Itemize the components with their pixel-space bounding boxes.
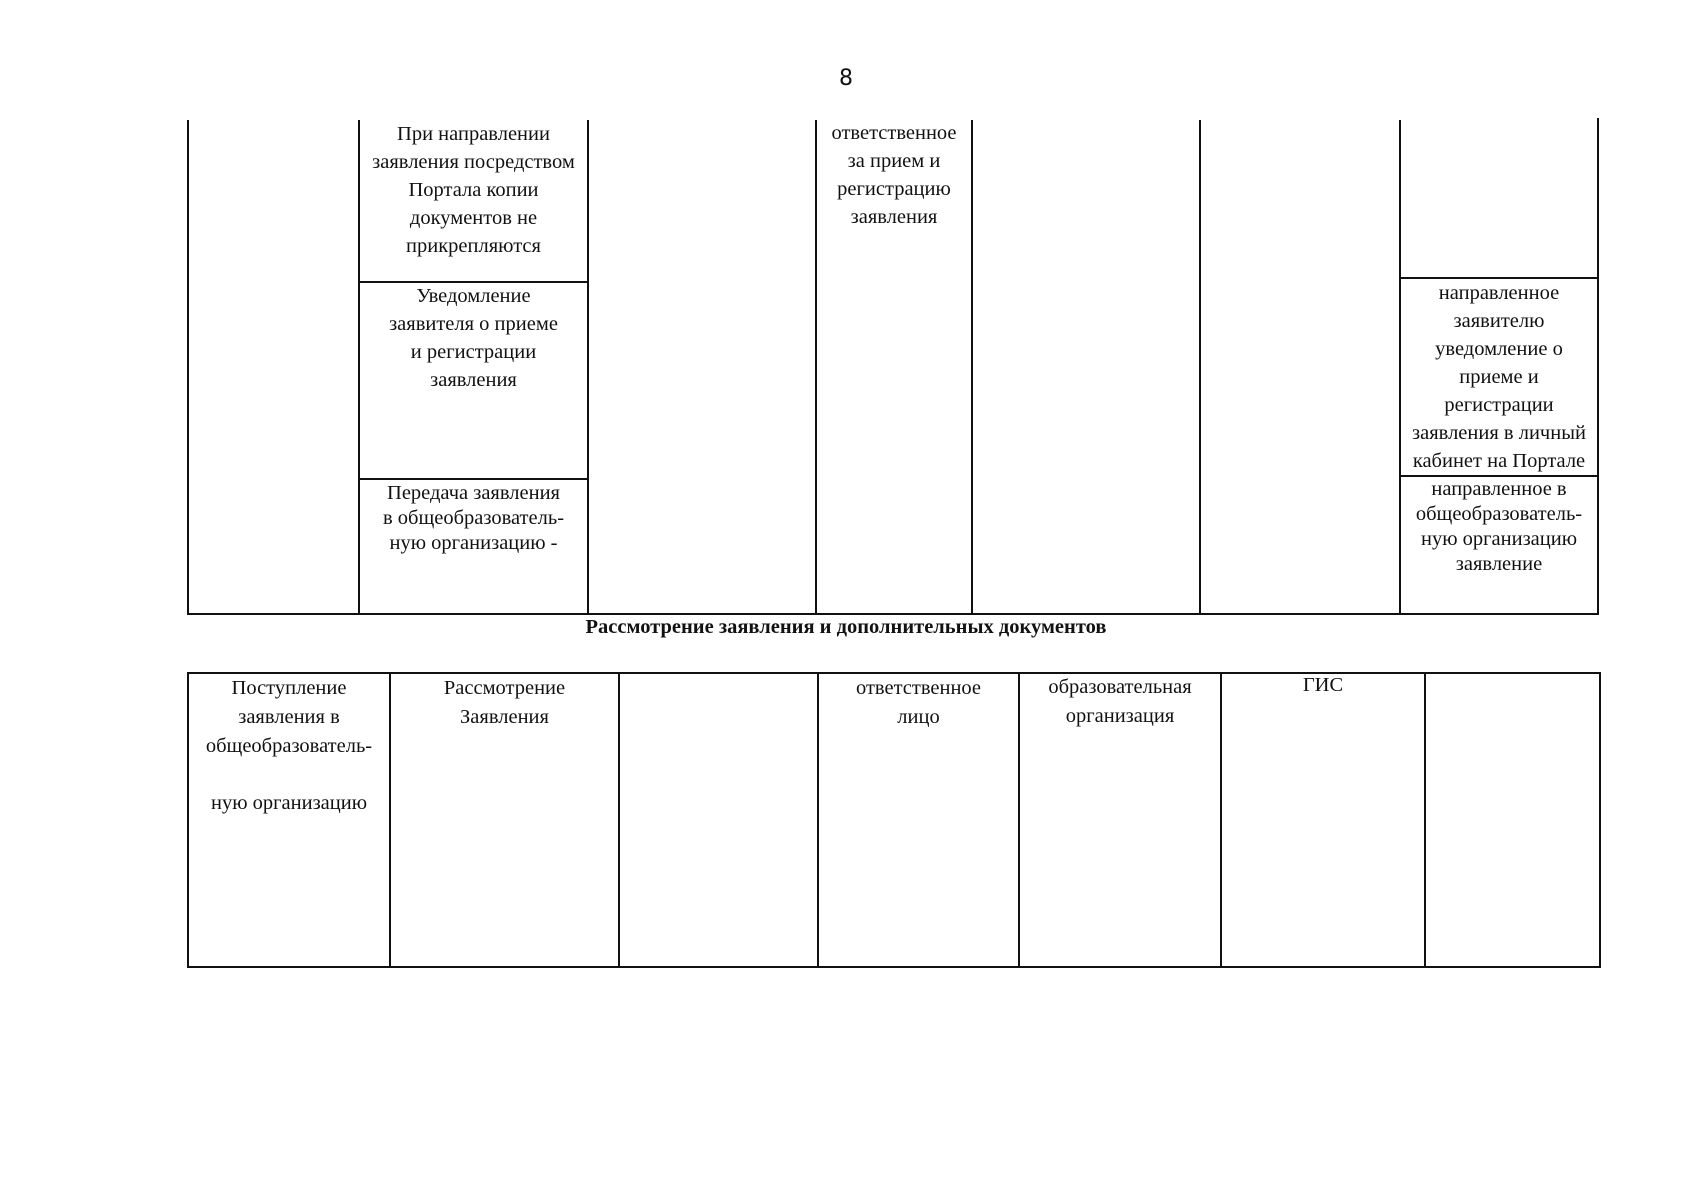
top-row2-stage-text: Уведомление заявителя о приеме и регистрации заявления xyxy=(389,285,558,391)
page-number: 8 xyxy=(839,66,853,91)
bottom-col1-text xyxy=(189,674,389,818)
bottom-col6-text: ГИС xyxy=(1302,674,1344,696)
top-row1-stage-text: При направлении заявления посредством Портала копии документов не прикрепляются xyxy=(372,123,575,257)
bottom-col2-text: Рассмотрение Заявления xyxy=(443,677,566,728)
section-title: Рассмотрение заявления и дополнительных документов xyxy=(585,616,1107,638)
top-row2-result-text: направленное заявителю уведомление о приеме и регистрации заявления в личный кабинет на Портале xyxy=(1412,282,1586,472)
top-row3-result-text: направленное в общеобразователь- ную организацию заявление xyxy=(1415,478,1583,575)
bottom-col1-part1: Поступление заявления в общеобразователь- xyxy=(205,677,373,757)
bottom-col5-text: образовательная организация xyxy=(1048,676,1192,727)
top-row1-responsible-text: ответственное за прием и регистрацию заявления xyxy=(831,122,957,228)
top-row3-stage-text: Передача заявления в общеобразователь- ную организацию - xyxy=(382,482,565,554)
bottom-col1-part2: ную организацию xyxy=(210,792,368,814)
bottom-col4-text: ответственное лицо xyxy=(855,677,982,728)
